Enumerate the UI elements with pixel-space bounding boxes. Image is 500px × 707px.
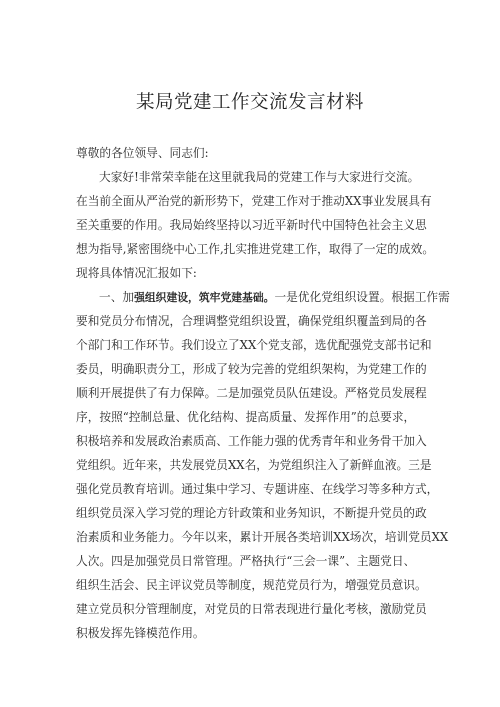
paragraph-line: 至关重要的作用。我局始终坚持以习近平新时代中国特色社会主义思 <box>76 218 427 232</box>
paragraph-line: 建立党员积分管理制度，对党员的日常表现进行量化考核，激励党员 <box>76 602 427 616</box>
paragraph-line: 大家好!非常荣幸能在这里就我局的党建工作与大家进行交流。 <box>99 170 420 184</box>
paragraph-line: 治素质和业务能力。今年以来，累计开展各类培训XX场次，培训党员XX <box>76 530 449 544</box>
document-title: 某局党建工作交流发言材料 <box>135 92 364 113</box>
salutation: 尊敬的各位领导、同志们: <box>76 146 209 160</box>
paragraph-line: 现将具体情况汇报如下: <box>76 266 197 280</box>
paragraph-line: 顺利开展提供了有力保障。二是加强党员队伍建设。严格党员发展程 <box>76 386 427 400</box>
paragraph-line: 委员，明确职责分工，形成了较为完善的党组织架构，为党建工作的 <box>76 362 427 376</box>
paragraph-line: 想为指导,紧密围绕中心工作,扎实推进党建工作，取得了一定的成效。 <box>76 242 435 256</box>
paragraph-line: 个部门和工作环节。我们设立了XX个党支部，选优配强党支部书记和 <box>76 338 432 352</box>
paragraph-line: 积极培养和发展政治素质高、工作能力强的优秀青年和业务骨干加入 <box>76 434 427 448</box>
paragraph-line: 要和党员分布情况，合理调整党组织设置，确保党组织覆盖到局的各 <box>76 314 427 328</box>
paragraph-line: 人次。四是加强党员日常管理。严格执行“三会一课”、主题党日、 <box>76 554 416 568</box>
section-bold-heading: 强组织建设，筑牢党建基础。 <box>134 291 275 304</box>
section-rest: 一是优化党组织设置。根据工作需 <box>274 290 450 304</box>
paragraph-line: 党组织。近年来，共发展党员XX名，为党组织注入了新鲜血液。三是 <box>76 458 432 472</box>
paragraph-line: 组织生活会、民主评议党员等制度，规范党员行为，增强党员意识。 <box>76 578 427 592</box>
section-prefix: 一、加 <box>99 290 135 304</box>
section-heading-line <box>99 290 450 305</box>
paragraph-line: 积极发挥先锋模范作用。 <box>76 626 205 640</box>
paragraph-line: 组织党员深入学习党的理论方针政策和业务知识，不断提升党员的政 <box>76 506 427 520</box>
paragraph-line: 序，按照“控制总量、优化结构、提高质量、发挥作用”的总要求， <box>76 410 416 424</box>
paragraph-line: 在当前全面从严治党的新形势下，党建工作对于推动XX事业发展具有 <box>76 194 432 208</box>
paragraph-line: 强化党员教育培训。通过集中学习、专题讲座、在线学习等多种方式， <box>76 482 439 496</box>
